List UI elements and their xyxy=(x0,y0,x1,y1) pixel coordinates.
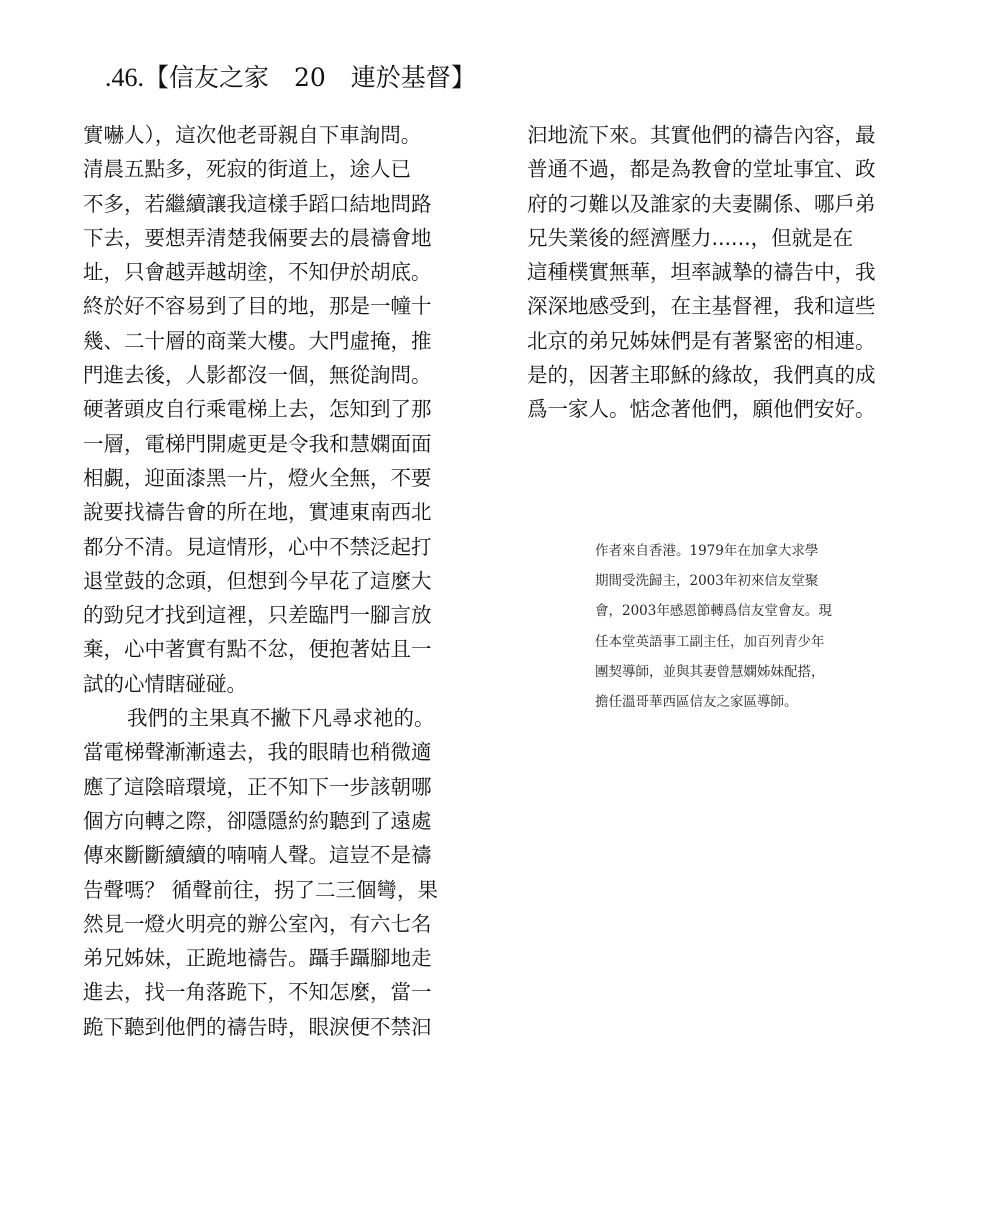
body-line: 普通不過，都是為教會的堂址事宜、政 xyxy=(527,157,876,182)
page-header xyxy=(105,58,476,98)
bio-line: 期間受洗歸主，2003年初來信友堂聚 xyxy=(595,573,819,590)
body-line: 相覷，迎面漆黑一片，燈火全無，不要 xyxy=(83,465,432,490)
body-line: 下去，要想弄清楚我倆要去的晨禱會地 xyxy=(83,225,432,250)
section-title: 【信友之家 20 連於基督】 xyxy=(144,63,476,92)
body-line: 幾、二十層的商業大樓。大門虛掩，推 xyxy=(83,328,432,353)
body-line: 然見一燈火明亮的辦公室內，有六七名 xyxy=(83,911,432,936)
body-line: 應了這陰暗環境，正不知下一步該朝哪 xyxy=(83,774,432,799)
body-line: 實嚇人），這次他老哥親自下車詢問。 xyxy=(83,123,422,147)
body-line: 傳來斷斷續續的喃喃人聲。這豈不是禱 xyxy=(83,843,432,868)
body-line: 都分不清。見這情形，心中不禁泛起打 xyxy=(83,534,432,559)
body-line: 兄失業後的經濟壓力......，但就是在 xyxy=(527,225,854,250)
bio-line: 會，2003年感恩節轉爲信友堂會友。現 xyxy=(595,603,832,620)
body-line: 硬著頭皮自行乘電梯上去，怎知到了那 xyxy=(83,397,432,422)
body-line: 清晨五點多，死寂的街道上，途人已 xyxy=(83,157,411,182)
body-line: 府的刁難以及誰家的夫妻關係、哪戶弟 xyxy=(527,191,876,216)
right-column xyxy=(527,118,927,427)
body-line: 弟兄姊妹，正跪地禱告。躡手躡腳地走 xyxy=(83,946,432,971)
body-line: 跪下聽到他們的禱告時，眼淚便不禁汩 xyxy=(83,1014,432,1039)
body-line: 棄，心中著實有點不忿，便抱著姑且一 xyxy=(83,637,432,662)
body-line: 一層，電梯門開處更是令我和慧嫻面面 xyxy=(83,431,432,456)
body-line: 門進去後，人影都沒一個，無從詢問。 xyxy=(83,363,432,388)
page-number: .46. xyxy=(105,63,144,92)
left-column xyxy=(83,118,483,1044)
body-line: 說要找禱告會的所在地，實連東南西北 xyxy=(83,500,432,525)
body-line: 試的心情瞎碰碰。 xyxy=(83,671,247,696)
body-line: 告聲嗎？ 循聲前往，拐了二三個彎，果 xyxy=(83,877,439,902)
body-line: 當電梯聲漸漸遠去，我的眼睛也稍微適 xyxy=(83,740,432,765)
body-line: 退堂鼓的念頭，但想到今早花了這麼大 xyxy=(83,568,432,593)
body-line: 終於好不容易到了目的地，那是一幢十 xyxy=(83,294,432,319)
paragraph-first-line: 我們的主果真不撇下凡尋求祂的。 xyxy=(127,706,435,731)
bio-line: 擔任溫哥華西區信友之家區導師。 xyxy=(595,693,798,710)
body-line: 是的，因著主耶穌的緣故，我們真的成 xyxy=(527,363,876,388)
bio-line: 任本堂英語事工副主任，加百列青少年 xyxy=(595,633,825,650)
body-line: 不多，若繼續讓我這樣手蹈口結地問路 xyxy=(83,191,432,216)
body-line: 汩地流下來。其實他們的禱告內容，最 xyxy=(527,123,876,147)
body-line: 北京的弟兄姊妹們是有著緊密的相連。 xyxy=(527,328,876,353)
body-line: 個方向轉之際，卻隱隱約約聽到了遠處 xyxy=(83,808,432,833)
body-line: 這種樸實無華，坦率誠摯的禱告中，我 xyxy=(527,260,876,285)
body-line: 爲一家人。惦念著他們，願他們安好。 xyxy=(527,397,876,422)
author-bio xyxy=(595,536,925,717)
body-line: 址，只會越弄越胡塗，不知伊於胡底。 xyxy=(83,260,432,285)
bio-line: 作者來自香港。1979年在加拿大求學 xyxy=(595,543,819,559)
body-line: 深深地感受到，在主基督裡，我和這些 xyxy=(527,294,876,319)
bio-line: 團契導師，並與其妻曾慧嫻姊妹配搭， xyxy=(595,663,825,680)
body-line: 進去，找一角落跪下，不知怎麼，當一 xyxy=(83,980,432,1005)
body-line: 的勁兒才找到這裡，只差臨門一腳言放 xyxy=(83,603,432,628)
